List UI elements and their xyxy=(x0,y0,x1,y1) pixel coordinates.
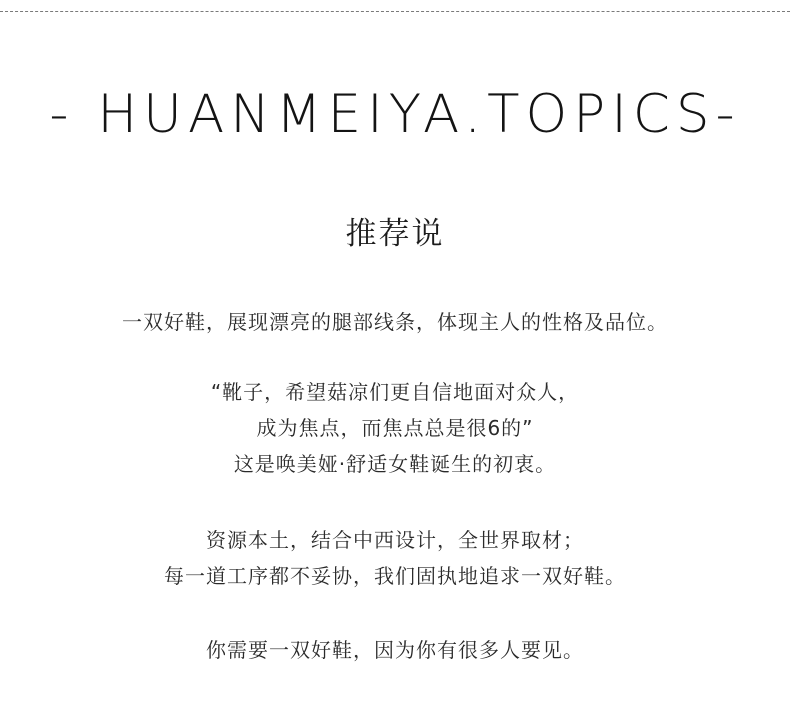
section-heading: 推荐说 xyxy=(345,216,445,252)
paragraph-intro xyxy=(0,304,790,340)
paragraph-quote xyxy=(0,374,790,482)
top-dashed-divider xyxy=(0,11,790,12)
brand-title: - HUANMEIYA.TOPICS- xyxy=(49,84,741,145)
paragraph-closing xyxy=(0,632,790,668)
paragraph-line: 这是唤美娅·舒适女鞋诞生的初衷。 xyxy=(233,452,557,476)
paragraph-craft xyxy=(0,522,790,594)
paragraph-line: 一双好鞋，展现漂亮的腿部线条，体现主人的性格及品位。 xyxy=(122,310,668,334)
paragraph-line: 资源本土，结合中西设计，全世界取材； xyxy=(206,528,584,552)
paragraph-line: 每一道工序都不妥协，我们固执地追求一双好鞋。 xyxy=(164,564,626,588)
paragraph-line: “靴子，希望菇凉们更自信地面对众人， xyxy=(210,380,580,404)
paragraph-line: 成为焦点，而焦点总是很6的” xyxy=(256,416,534,440)
paragraph-line: 你需要一双好鞋，因为你有很多人要见。 xyxy=(206,638,584,662)
